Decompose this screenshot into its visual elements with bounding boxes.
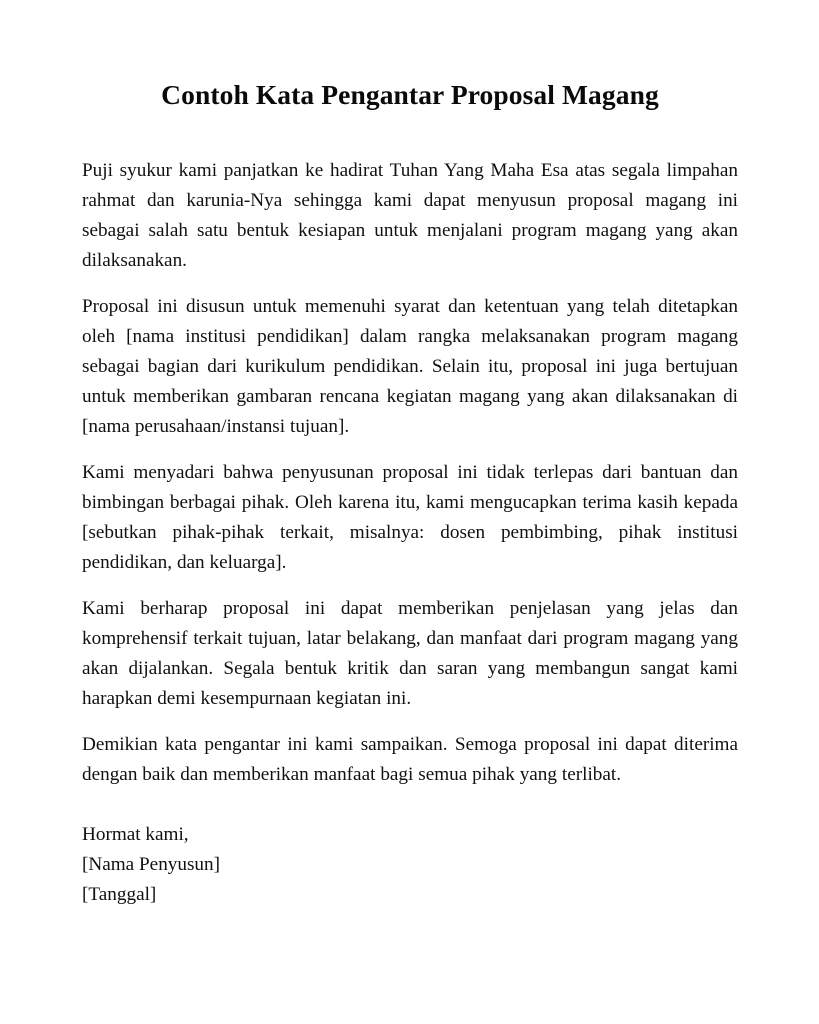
closing-date-placeholder: [Tanggal] (82, 883, 157, 905)
closing-salutation: Hormat kami, (82, 823, 189, 845)
document-body (82, 156, 738, 790)
paragraph-4: Kami berharap proposal ini dapat memberikan penjelasan yang jelas dan komprehensif terkait tujuan, latar belakang, dan manfaat dari program magang yang akan dijalankan. Segala bentuk kritik dan saran yang membangun sangat kami harapkan demi kesempurnaan kegiatan ini. (82, 597, 738, 709)
paragraph-2: Proposal ini disusun untuk memenuhi syarat dan ketentuan yang telah ditetapkan oleh [nama institusi pendidikan] dalam rangka melaksanakan program magang sebagai bagian dari kurikulum pendidikan. Selain itu, proposal ini juga bertujuan untuk memberikan gambaran rencana kegiatan magang yang akan dilaksanakan di [nama perusahaan/instansi tujuan]. (82, 295, 738, 437)
page-title: Contoh Kata Pengantar Proposal Magang (161, 79, 659, 110)
closing-name-placeholder: [Nama Penyusun] (82, 853, 221, 875)
paragraph-5: Demikian kata pengantar ini kami sampaikan. Semoga proposal ini dapat diterima dengan baik dan memberikan manfaat bagi semua pihak yang terlibat. (82, 733, 738, 785)
paragraph-1: Puji syukur kami panjatkan ke hadirat Tuhan Yang Maha Esa atas segala limpahan rahmat dan karunia-Nya sehingga kami dapat menyusun proposal magang ini sebagai salah satu bentuk kesiapan untuk menjalani program magang yang akan dilaksanakan. (82, 159, 738, 271)
closing-block (82, 820, 738, 910)
paragraph-3: Kami menyadari bahwa penyusunan proposal ini tidak terlepas dari bantuan dan bimbingan berbagai pihak. Oleh karena itu, kami mengucapkan terima kasih kepada [sebutkan pihak-pihak terkait, misalnya: dosen pembimbing, pihak institusi pendidikan, dan keluarga]. (82, 461, 738, 573)
document-content (82, 0, 738, 910)
